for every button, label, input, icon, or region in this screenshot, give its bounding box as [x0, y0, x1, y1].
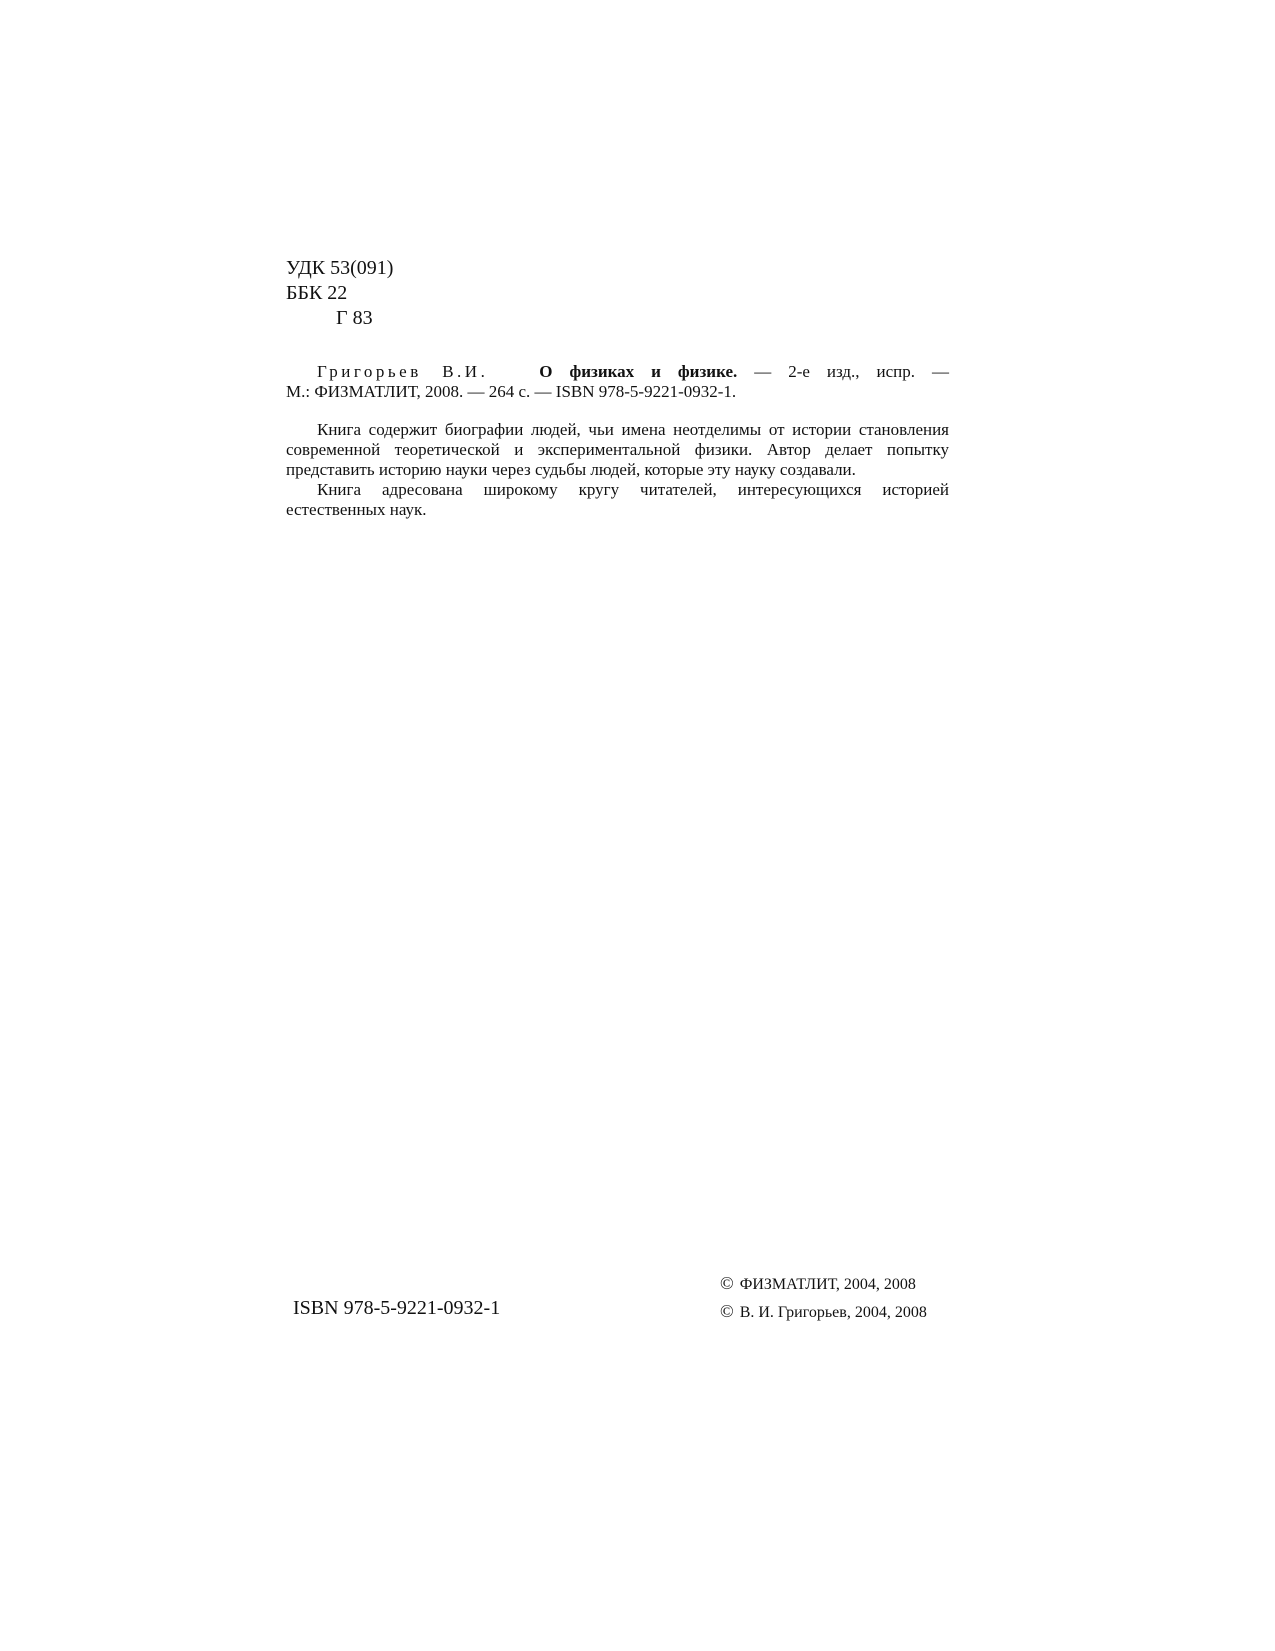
classification-block: [286, 256, 393, 331]
bibliographic-record-text: [286, 362, 949, 402]
author-mark: Г 83: [336, 307, 373, 329]
copyright-icon: ©: [720, 1301, 734, 1321]
record-edition: — 2-е изд., испр. —: [754, 362, 949, 381]
record-title: О физиках и физике.: [539, 362, 738, 381]
bbk-code: ББК 22: [286, 282, 348, 304]
record-publication: М.: ФИЗМАТЛИТ, 2008. — 264 с. — ISBN 978-5-9221-0932-1.: [286, 382, 737, 401]
copyright-publisher: ФИЗМАТЛИТ, 2004, 2008: [739, 1276, 916, 1293]
copyright-block: [720, 1270, 927, 1326]
bibliographic-record: [286, 362, 949, 402]
annotation-paragraph-1: Книга содержит биографии людей, чьи имена неотделимы от истории становления современной теоретической и экспериментальной физики. Автор делает попытку представить историю науки через судьбы людей, которые эту науку создавали.: [286, 420, 949, 479]
copyright-author: В. И. Григорьев, 2004, 2008: [739, 1304, 927, 1321]
isbn: ISBN 978-5-9221-0932-1: [293, 1297, 501, 1319]
copyright-publisher-line: [720, 1270, 927, 1298]
annotation-paragraph-2: Книга адресована широкому кругу читателей, интересующихся историей естественных наук.: [286, 480, 949, 519]
copyright-icon: ©: [720, 1273, 734, 1293]
copyright-author-line: [720, 1298, 927, 1326]
bibliographic-record-first-line: [286, 362, 949, 382]
udk-code: УДК 53(091): [286, 257, 394, 279]
annotation: [286, 420, 949, 520]
record-author: Григорьев В.И.: [317, 362, 489, 381]
